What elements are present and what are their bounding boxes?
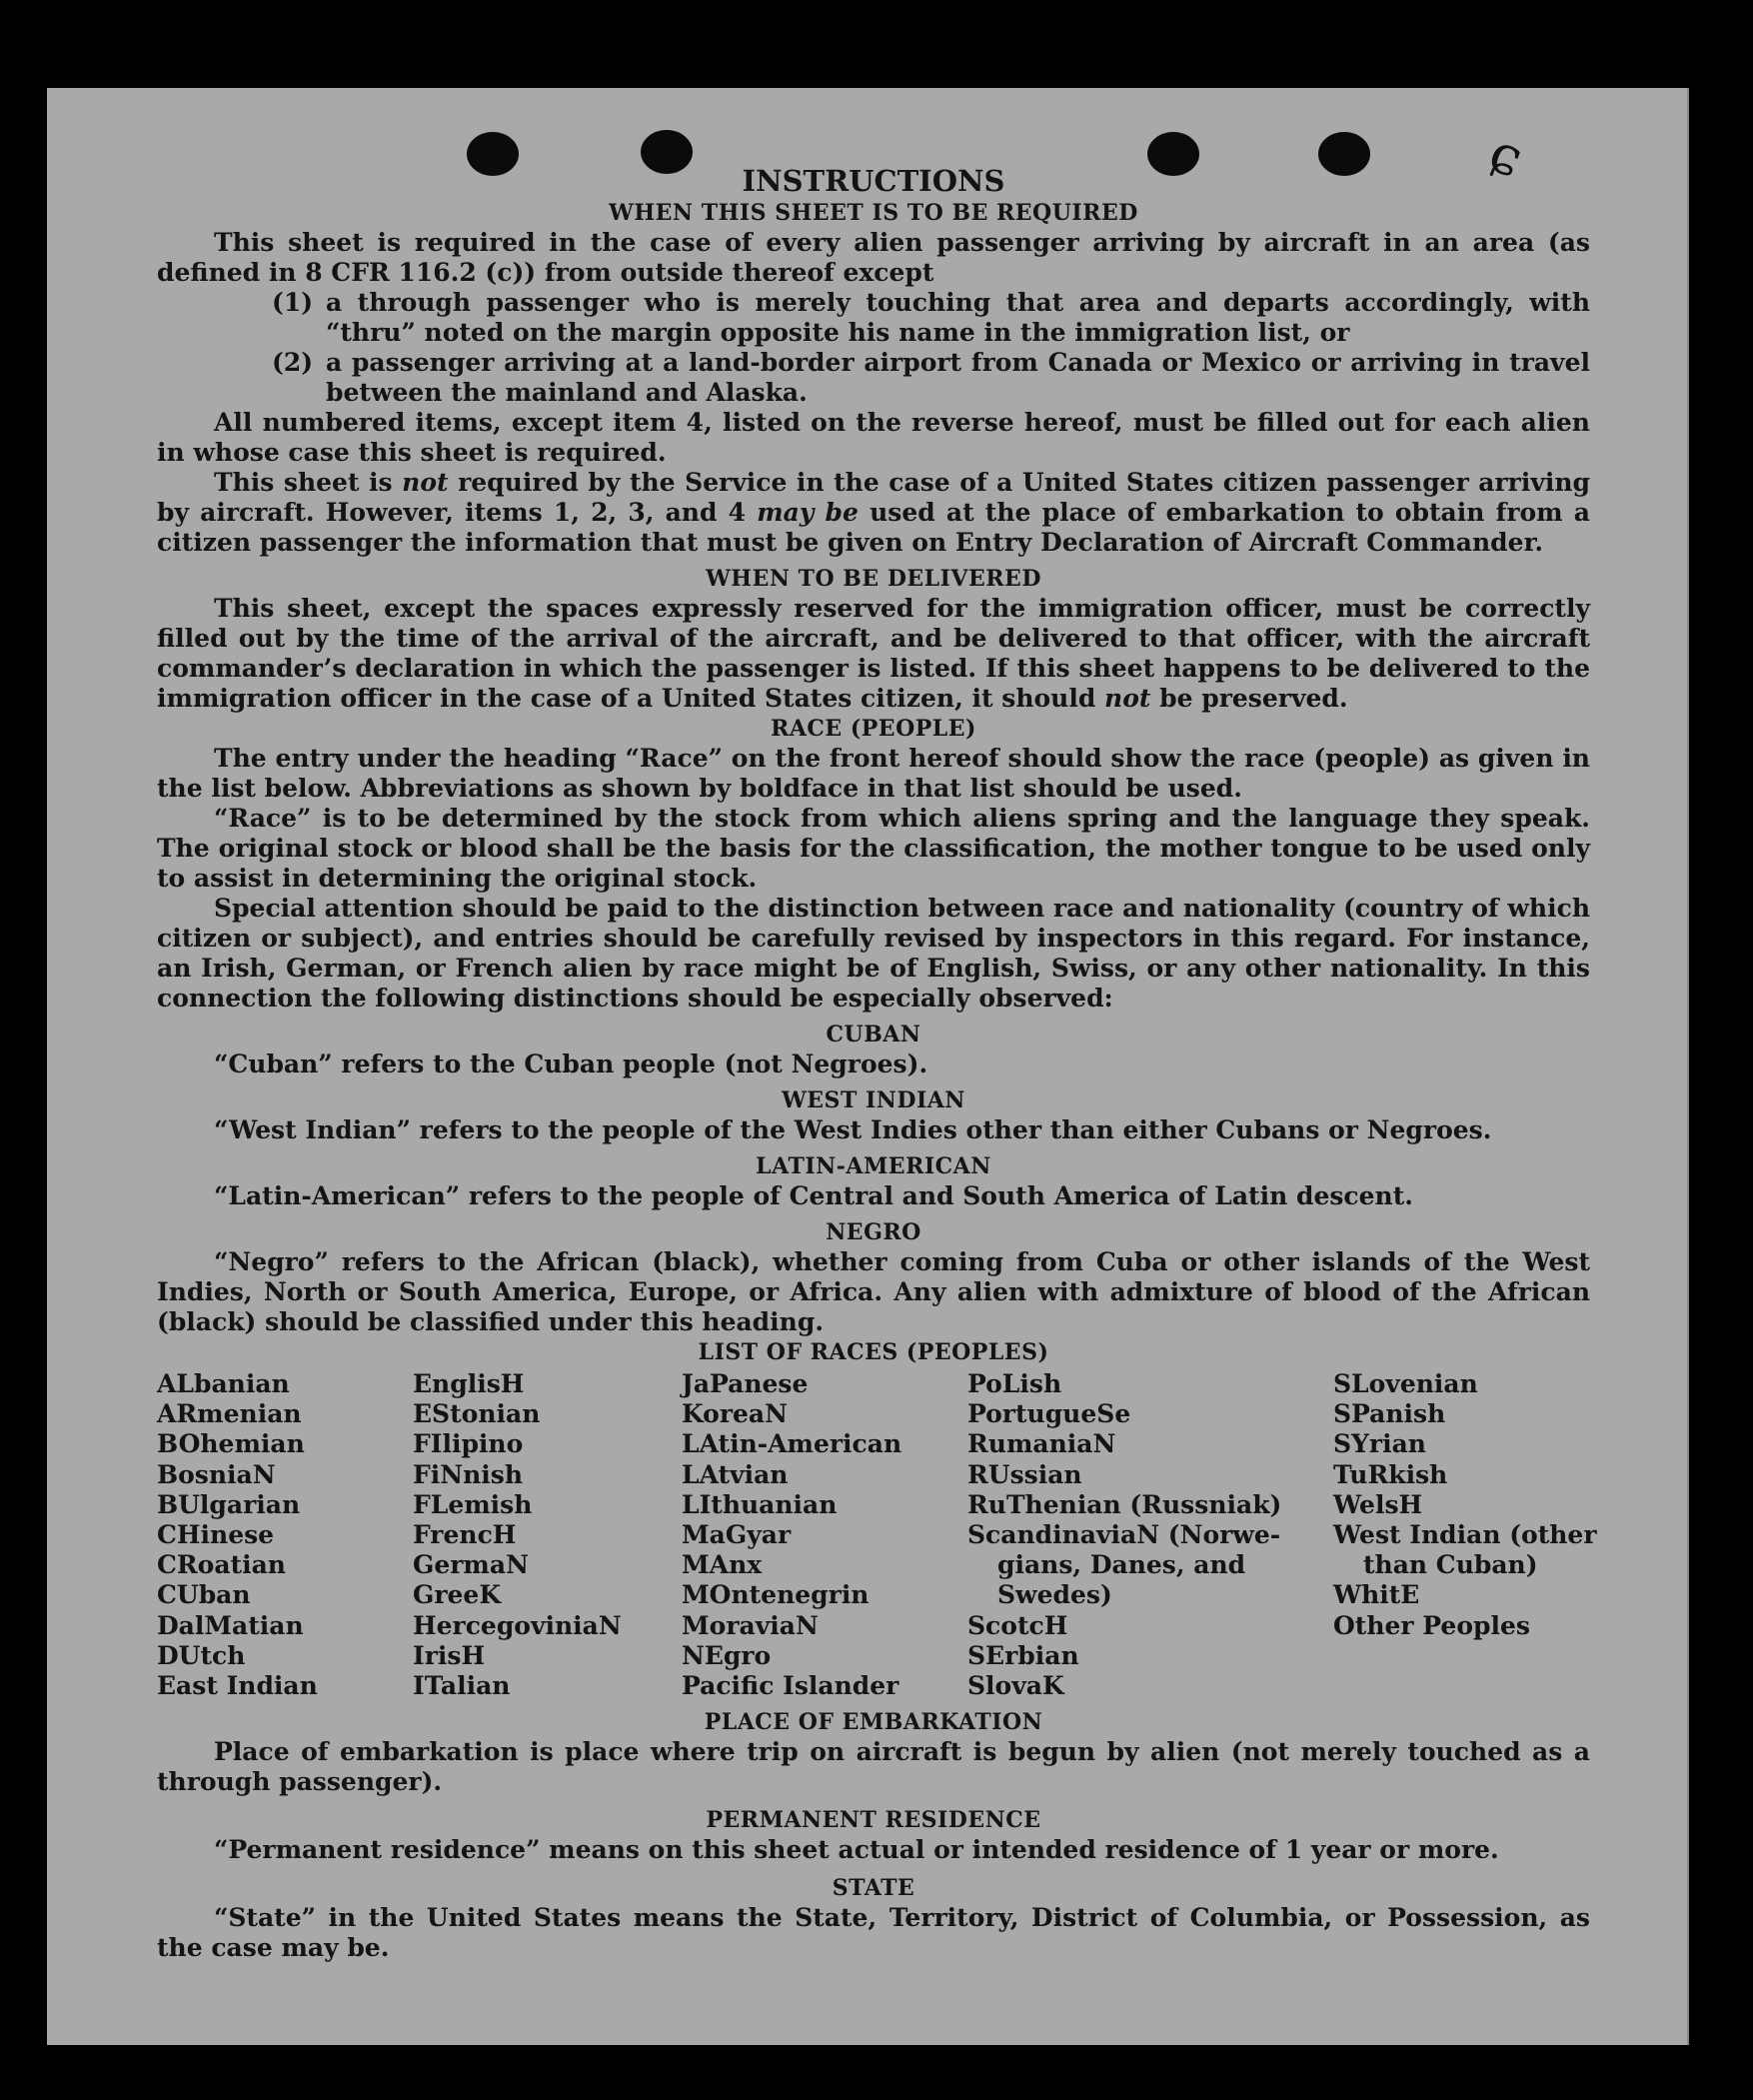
- heading-race: RACE (PEOPLE): [771, 716, 976, 742]
- paragraph: All numbered items, except item 4, listed on the reverse hereof, must be filled out for each alien in whose case this sheet is required.: [157, 408, 1590, 467]
- race-entry: SErbian: [967, 1640, 1079, 1670]
- race-entry: HercegoviniaN: [413, 1610, 622, 1640]
- text-run: be preserved.: [1150, 684, 1348, 713]
- race-entry: LAtin-American: [682, 1429, 902, 1459]
- race-entry: KoreaN: [682, 1399, 788, 1429]
- race-entry: Swedes): [997, 1580, 1112, 1610]
- item-text: a through passenger who is merely touching that area and departs accordingly, with “thru” noted on the margin opposite his name in the immigration list, or: [326, 288, 1590, 347]
- races-list: [157, 1369, 1597, 1701]
- race-entry: PoLish: [967, 1369, 1062, 1398]
- race-entry: MOntenegrin: [682, 1580, 870, 1610]
- race-entry: RUssian: [967, 1459, 1082, 1489]
- race-entry: EnglisH: [413, 1369, 525, 1398]
- race-entry: GermaN: [413, 1550, 529, 1580]
- item-text: a passenger arriving at a land-border airport from Canada or Mexico or arriving in travel between the mainland and Alaska.: [326, 348, 1590, 407]
- race-entry: RumaniaN: [967, 1429, 1116, 1459]
- heading-when-required: WHEN THIS SHEET IS TO BE REQUIRED: [609, 200, 1138, 226]
- race-entry: FIlipino: [413, 1429, 524, 1459]
- race-entry: WhitE: [1333, 1580, 1420, 1610]
- list-item: [272, 348, 1590, 408]
- paragraph: “Cuban” refers to the Cuban people (not Negroes).: [214, 1050, 928, 1078]
- race-entry: PortugueSe: [967, 1399, 1131, 1429]
- race-entry: ScandinaviaN (Norwe-: [967, 1520, 1281, 1550]
- text-run: This sheet, except the spaces expressly reserved for the immigration officer, must be correctly filled out by the time of the arrival of the aircraft, and be delivered to that officer, with the aircraft commander’s declaration in which the passenger is listed. If this sheet happens to be delivered to the immigration officer in the case of a United States citizen, it should: [157, 594, 1590, 713]
- race-entry: ITalian: [413, 1671, 511, 1701]
- race-entry: CUban: [157, 1580, 251, 1610]
- paragraph: “Race” is to be determined by the stock from which aliens spring and the language they speak. The original stock or blood shall be the basis for the classification, the mother tongue to be used only to assist in determining the original stock.: [157, 804, 1590, 893]
- race-entry: Pacific Islander: [682, 1671, 899, 1701]
- race-entry: CHinese: [157, 1520, 275, 1550]
- paragraph: “State” in the United States means the State, Territory, District of Columbia, or Possession, as the case may be.: [157, 1903, 1590, 1963]
- race-entry: than Cuban): [1363, 1550, 1538, 1580]
- race-entry: gians, Danes, and: [997, 1550, 1246, 1580]
- race-entry: GreeK: [413, 1580, 502, 1610]
- race-entry: MaGyar: [682, 1520, 792, 1550]
- race-entry: West Indian (other: [1333, 1520, 1597, 1550]
- heading-cuban: CUBAN: [826, 1022, 921, 1048]
- heading-latin-american: LATIN-AMERICAN: [756, 1153, 991, 1179]
- race-entry: LAtvian: [682, 1459, 789, 1489]
- paragraph: [157, 468, 1590, 558]
- race-entry: DalMatian: [157, 1610, 304, 1640]
- race-entry: BOhemian: [157, 1429, 305, 1459]
- races-column: [967, 1369, 1333, 1701]
- text-run: used at the place of embarkation to obtain from a citizen passenger the information that must be given on Entry Declaration of Aircraft Commander.: [157, 498, 1590, 557]
- race-entry: FrencH: [413, 1520, 517, 1550]
- race-entry: SLovenian: [1333, 1369, 1478, 1398]
- heading-negro: NEGRO: [826, 1219, 921, 1245]
- paragraph: “West Indian” refers to the people of the West Indies other than either Cubans or Negroes.: [214, 1115, 1492, 1144]
- race-entry: MoraviaN: [682, 1610, 819, 1640]
- paragraph: The entry under the heading “Race” on the front hereof should show the race (people) as given in the list below. Abbreviations as shown by boldface in that list should be used.: [157, 744, 1590, 803]
- race-entry: LIthuanian: [682, 1489, 838, 1519]
- race-entry: TuRkish: [1333, 1459, 1448, 1489]
- emphasis: may be: [757, 498, 859, 527]
- list-item: [272, 288, 1590, 348]
- race-entry: NEgro: [682, 1640, 772, 1670]
- race-entry: BosniaN: [157, 1459, 276, 1489]
- paragraph: [157, 594, 1590, 714]
- race-entry: East Indian: [157, 1671, 318, 1701]
- race-entry: DUtch: [157, 1640, 246, 1670]
- text-run: required by the Service in the case of a United States citizen passenger arriving by aircraft. However, items 1, 2, 3, and 4: [157, 468, 1590, 527]
- item-number: (1): [272, 288, 314, 317]
- heading-west-indian: WEST INDIAN: [782, 1087, 965, 1113]
- race-entry: ARmenian: [157, 1399, 302, 1429]
- race-entry: EStonian: [413, 1399, 541, 1429]
- heading-when-delivered: WHEN TO BE DELIVERED: [706, 566, 1041, 592]
- paragraph: “Permanent residence” means on this sheet actual or intended residence of 1 year or more.: [214, 1835, 1499, 1865]
- paragraph: Special attention should be paid to the distinction between race and nationality (country of which citizen or subject), and entries should be carefully revised by inspectors in this regard. For instance, an Irish, German, or French alien by race might be of English, Swiss, or any other nationality. In this connection the following distinctions should be especially observed:: [157, 894, 1590, 1013]
- paragraph: This sheet is required in the case of every alien passenger arriving by aircraft in an area (as defined in 8 CFR 116.2 (c)) from outside thereof except: [157, 228, 1590, 287]
- emphasis: not: [402, 468, 449, 497]
- race-entry: SYrian: [1333, 1429, 1426, 1459]
- heading-state: STATE: [832, 1875, 915, 1902]
- heading-embarkation: PLACE OF EMBARKATION: [704, 1709, 1043, 1736]
- race-entry: RuThenian (Russniak): [967, 1489, 1282, 1519]
- page-title: INSTRUCTIONS: [742, 164, 1005, 198]
- heading-residence: PERMANENT RESIDENCE: [706, 1807, 1041, 1834]
- races-column: [682, 1369, 967, 1701]
- text-run: This sheet is: [214, 468, 403, 497]
- race-entry: IrisH: [413, 1640, 486, 1670]
- race-entry: FLemish: [413, 1489, 533, 1519]
- race-entry: FiNnish: [413, 1459, 524, 1489]
- race-entry: MAnx: [682, 1550, 763, 1580]
- race-entry: WelsH: [1333, 1489, 1423, 1519]
- heading-list-of-races: LIST OF RACES (PEOPLES): [698, 1339, 1049, 1365]
- races-column: [413, 1369, 682, 1701]
- paragraph: “Negro” refers to the African (black), whether coming from Cuba or other islands of the West Indies, North or South America, Europe, or Africa. Any alien with admixture of blood of the African (black) should be classified under this heading.: [157, 1247, 1590, 1336]
- race-entry: ScotcH: [967, 1610, 1068, 1640]
- races-column: [1333, 1369, 1597, 1701]
- instructions-content: [157, 164, 1597, 1963]
- race-entry: JaPanese: [682, 1369, 809, 1398]
- race-entry: Other Peoples: [1333, 1610, 1530, 1640]
- race-entry: CRoatian: [157, 1550, 286, 1580]
- race-entry: ALbanian: [157, 1369, 290, 1398]
- race-entry: SlovaK: [967, 1671, 1064, 1701]
- item-number: (2): [272, 348, 314, 377]
- race-entry: BUlgarian: [157, 1489, 301, 1519]
- paragraph: “Latin-American” refers to the people of Central and South America of Latin descent.: [214, 1181, 1413, 1210]
- races-column: [157, 1369, 413, 1701]
- race-entry: SPanish: [1333, 1399, 1446, 1429]
- paragraph: Place of embarkation is place where trip on aircraft is begun by alien (not merely touched as a through passenger).: [157, 1737, 1590, 1797]
- ink-scribble: ɕ: [1481, 120, 1532, 191]
- emphasis: not: [1104, 684, 1151, 713]
